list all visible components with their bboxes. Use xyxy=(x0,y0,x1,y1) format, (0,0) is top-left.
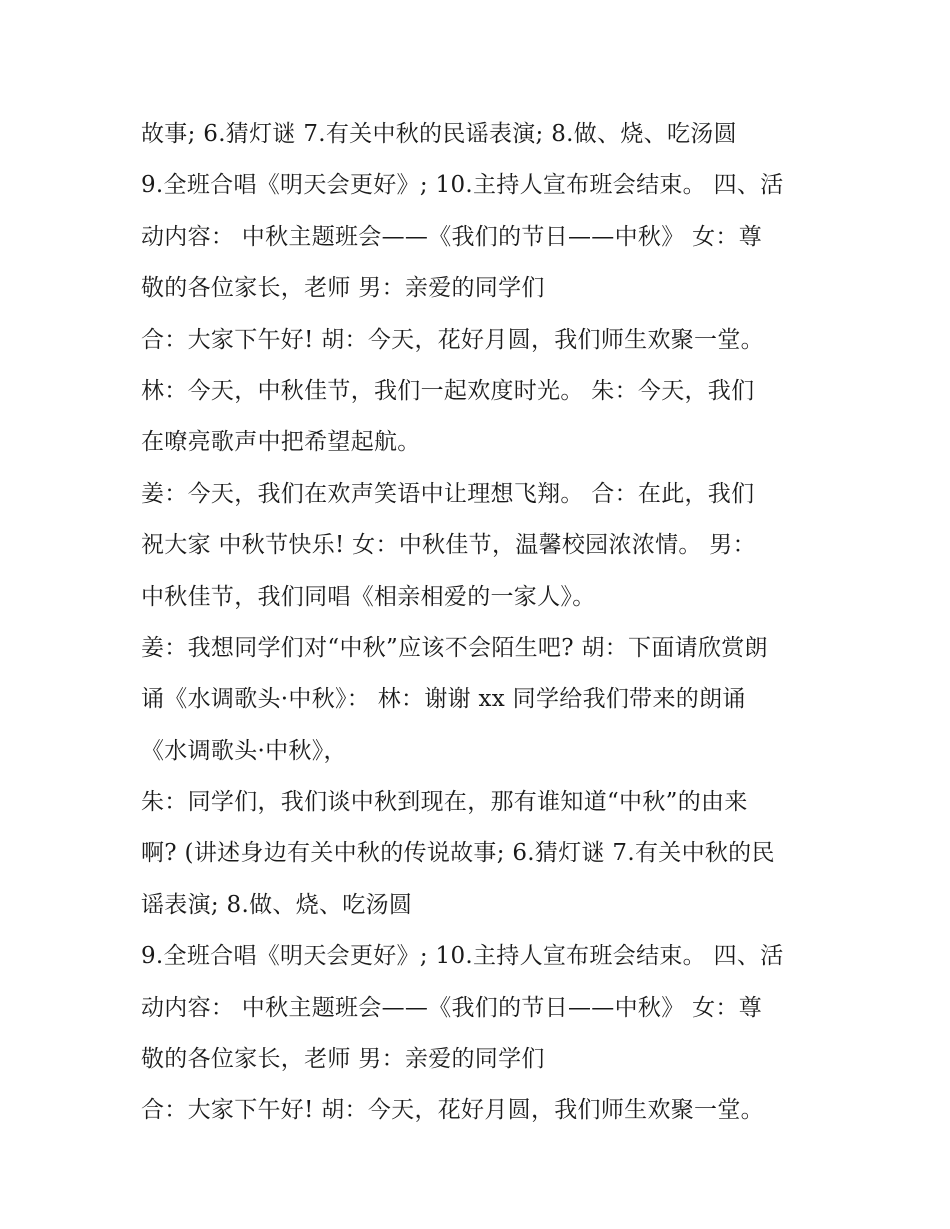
document-body xyxy=(141,109,821,1137)
text-line: 9.全班合唱《明天会更好》; 10.主持人宣布班会结束。 四、活 xyxy=(141,172,784,199)
text-line: 林：今天，中秋佳节，我们一起欢度时光。 朱：今天，我们 xyxy=(141,377,755,404)
text-line: 姜：今天，我们在欢声笑语中让理想飞翔。 合：在此，我们 xyxy=(141,480,755,507)
text-line: 敬的各位家长，老师 男：亲爱的同学们 xyxy=(141,1046,545,1073)
text-line: 中秋佳节，我们同唱《相亲相爱的一家人》。 xyxy=(141,583,596,610)
text-line: 谣表演; 8.做、烧、吃汤圆 xyxy=(141,891,413,918)
text-line: 9.全班合唱《明天会更好》; 10.主持人宣布班会结束。 四、活 xyxy=(141,943,784,970)
text-line: 祝大家 中秋节快乐! 女：中秋佳节，温馨校园浓浓情。 男： xyxy=(141,532,756,559)
text-line: 动内容： 中秋主题班会——《我们的节日——中秋》 女：尊 xyxy=(141,223,763,250)
text-line: 合：大家下午好! 胡：今天，花好月圆，我们师生欢聚一堂。 xyxy=(141,1097,764,1124)
text-line: 《水调歌头·中秋》， xyxy=(141,737,347,764)
text-line: 诵《水调歌头·中秋》： 林：谢谢 xx 同学给我们带来的朗诵 xyxy=(141,686,746,713)
text-line: 合：大家下午好! 胡：今天，花好月圆，我们师生欢聚一堂。 xyxy=(141,326,764,353)
text-line: 姜：我想同学们对“中秋”应该不会陌生吧? 胡：下面请欣赏朗 xyxy=(141,634,768,661)
text-line: 故事; 6.猜灯谜 7.有关中秋的民谣表演; 8.做、烧、吃汤圆 xyxy=(141,121,737,147)
text-line: 啊? (讲述身边有关中秋的传说故事; 6.猜灯谜 7.有关中秋的民 xyxy=(141,840,775,867)
text-line: 在嘹亮歌声中把希望起航。 xyxy=(141,429,421,456)
text-line: 敬的各位家长，老师 男：亲爱的同学们 xyxy=(141,275,545,302)
text-line: 动内容： 中秋主题班会——《我们的节日——中秋》 女：尊 xyxy=(141,994,763,1021)
text-line: 朱：同学们，我们谈中秋到现在，那有谁知道“中秋”的由来 xyxy=(141,789,748,816)
